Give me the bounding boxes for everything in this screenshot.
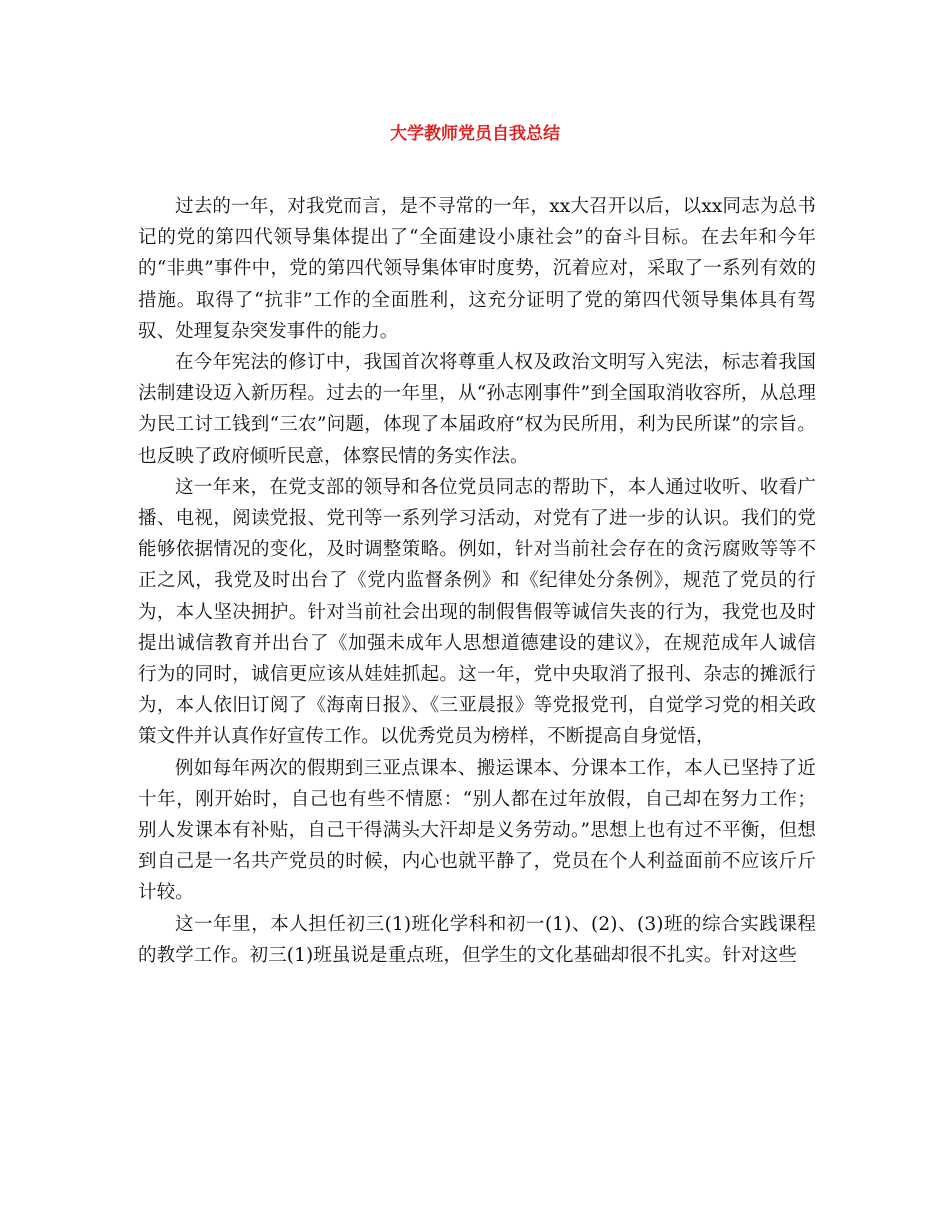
document-title: 大学教师党员自我总结 [390, 124, 560, 144]
paragraph-3: 这一年来，在党支部的领导和各位党员同志的帮助下，本人通过收听、收看广播、电视，阅读党报、党刊等一系列学习活动，对党有了进一步的认识。我们的党能够依据情况的变化，及时调整策略。例如，针对当前社会存在的贪污腐败等等不正之风，我党及时出台了《党内监督条例》和《纪律处分条例》，规范了党员的行为，本人坚决拥护。针对当前社会出现的制假售假等诚信失丧的行为，我党也及时提出诚信教育并出台了《加强未成年人思想道德建设的建议》，在规范成年人诚信行为的同时，诚信更应该从娃娃抓起。这一年，党中央取消了报刊、杂志的摊派行为，本人依旧订阅了《海南日报》、《三亚晨报》等党报党刊，自觉学习党的相关政策文件并认真作好宣传工作。以优秀党员为榜样，不断提高自身觉悟， [138, 476, 816, 748]
paragraph-5: 这一年里，本人担任初三(1)班化学科和初一(1)、(2)、(3)班的综合实践课程的教学工作。初三(1)班虽说是重点班，但学生的文化基础却很不扎实。针对这些 [138, 913, 816, 966]
document-body [138, 191, 816, 971]
paragraph-2: 在今年宪法的修订中，我国首次将尊重人权及政治文明写入宪法，标志着我国法制建设迈入新历程。过去的一年里，从“孙志刚事件”到全国取消收容所，从总理为民工讨工钱到“三农”问题，体现了本届政府“权为民所用，利为民所谋”的宗旨。也反映了政府倾听民意，体察民情的务实作法。 [138, 352, 816, 467]
paragraph-4: 例如每年两次的假期到三亚点课本、搬运课本、分课本工作，本人已坚持了近十年，刚开始时，自己也有些不情愿：“别人都在过年放假，自己却在努力工作；别人发课本有补贴，自己干得满头大汗却是义务劳动。”思想上也有过不平衡，但想到自己是一名共产党员的时候，内心也就平静了，党员在个人利益面前不应该斤斤计较。 [138, 757, 816, 904]
paragraph-1: 过去的一年，对我党而言，是不寻常的一年，xx大召开以后，以xx同志为总书记的党的第四代领导集体提出了“全面建设小康社会”的奋斗目标。在去年和今年的“非典”事件中，党的第四代领导集体审时度势，沉着应对，采取了一系列有效的措施。取得了“抗非”工作的全面胜利，这充分证明了党的第四代领导集体具有驾驭、处理复杂突发事件的能力。 [138, 196, 816, 342]
